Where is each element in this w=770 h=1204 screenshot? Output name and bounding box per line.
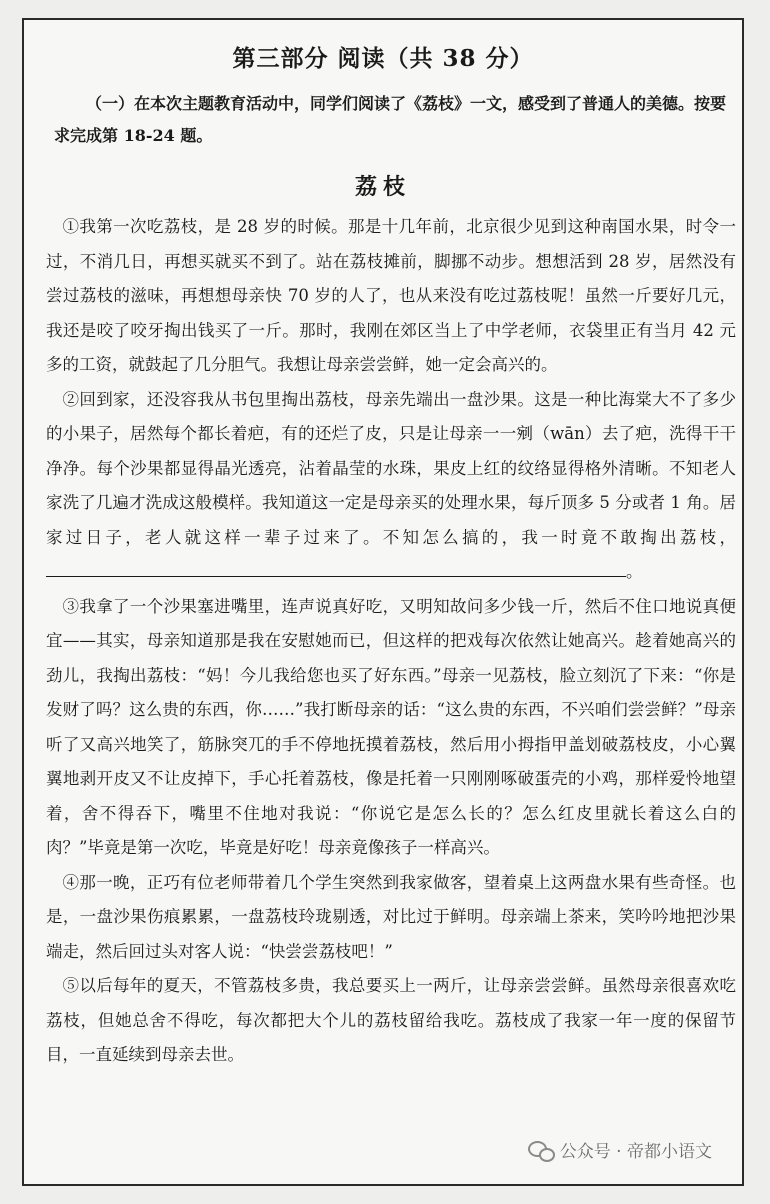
paragraph-4: ④那一晚，正巧有位老师带着几个学生突然到我家做客，望着桌上这两盘水果有些奇怪。也是，一盘沙果伤痕累累，一盘荔枝玲珑剔透，对比过于鲜明。母亲端上茶来，笑吟吟地把沙果端走，然后回过头对客人说：“快尝尝荔枝吧！” [46, 872, 736, 961]
exam-sheet [22, 18, 744, 1186]
article-body [46, 210, 736, 1073]
section-title: 第三部分 阅读（共 38 分） [232, 45, 534, 72]
paragraph-2-end: 。 [626, 562, 643, 581]
paragraph-2 [46, 383, 736, 590]
article-title: 荔枝 [354, 174, 411, 200]
watermark [528, 1137, 712, 1162]
wechat-icon [528, 1139, 554, 1161]
paragraph-5: ⑤以后每年的夏天，不管荔枝多贵，我总要买上一两斤，让母亲尝尝鲜。虽然母亲很喜欢吃荔枝，但她总舍不得吃，每次都把大个儿的荔枝留给我吃。荔枝成了我家一年一度的保留节目，一直延续到母亲去世。 [46, 976, 736, 1064]
watermark-text: 公众号 · 帝都小语文 [559, 1142, 712, 1162]
answer-blank[interactable] [46, 558, 626, 577]
paragraph-2-text: ②回到家，还没容我从书包里掏出荔枝，母亲先端出一盘沙果。这是一种比海棠大不了多少的小果子，居然每个都长着疤，有的还烂了皮，只是让母亲一一剜（wān）去了疤，洗得干干净净。每个沙果都显得晶光透亮，沾着晶莹的水珠，果皮上红的纹络显得格外清晰。不知老人家洗了几遍才洗成这般模样。我知道这一定是母亲买的处理水果，每斤顶多 5 分或者 1 角。居家过日子，老人就这样一辈子过来了。不知怎么搞的，我一时竟不敢掏出荔枝， [46, 389, 736, 547]
paragraph-1: ①我第一次吃荔枝，是 28 岁的时候。那是十几年前，北京很少见到这种南国水果，时令一过，不消几日，再想买就买不到了。站在荔枝摊前，脚挪不动步。想想活到 28 岁，居然没有尝过荔枝的滋味，再想想母亲快 70 岁的人了，也从来没有吃过荔枝呢！虽然一斤要好几元，我还是咬了咬牙掏出钱买了一斤。那时，我刚在郊区当上了中学老师，衣袋里正有当月 42 元多的工资，就鼓起了几分胆气。我想让母亲尝尝鲜，她一定会高兴的。 [46, 217, 736, 374]
reading-instructions: （一）在本次主题教育活动中，同学们阅读了《荔枝》一文，感受到了普通人的美德。按要求完成第 18-24 题。 [54, 94, 727, 145]
paragraph-3: ③我拿了一个沙果塞进嘴里，连声说真好吃，又明知故问多少钱一斤，然后不住口地说真便宜——其实，母亲知道那是我在安慰她而已，但这样的把戏每次依然让她高兴。趁着她高兴的劲儿，我掏出荔枝：“妈！今儿我给您也买了好东西。”母亲一见荔枝，脸立刻沉了下来：“你是发财了吗？这么贵的东西，你……”我打断母亲的话：“这么贵的东西，不兴咱们尝尝鲜？”母亲听了又高兴地笑了，筋脉突兀的手不停地抚摸着荔枝，然后用小拇指甲盖划破荔枝皮，小心翼翼地剥开皮又不让皮掉下，手心托着荔枝，像是托着一只刚刚啄破蛋壳的小鸡，那样爱怜地望着，舍不得吞下，嘴里不住地对我说：“你说它是怎么长的？怎么红皮里就长着这么白的肉？”毕竟是第一次吃，毕竟是好吃！母亲竟像孩子一样高兴。 [46, 596, 736, 857]
